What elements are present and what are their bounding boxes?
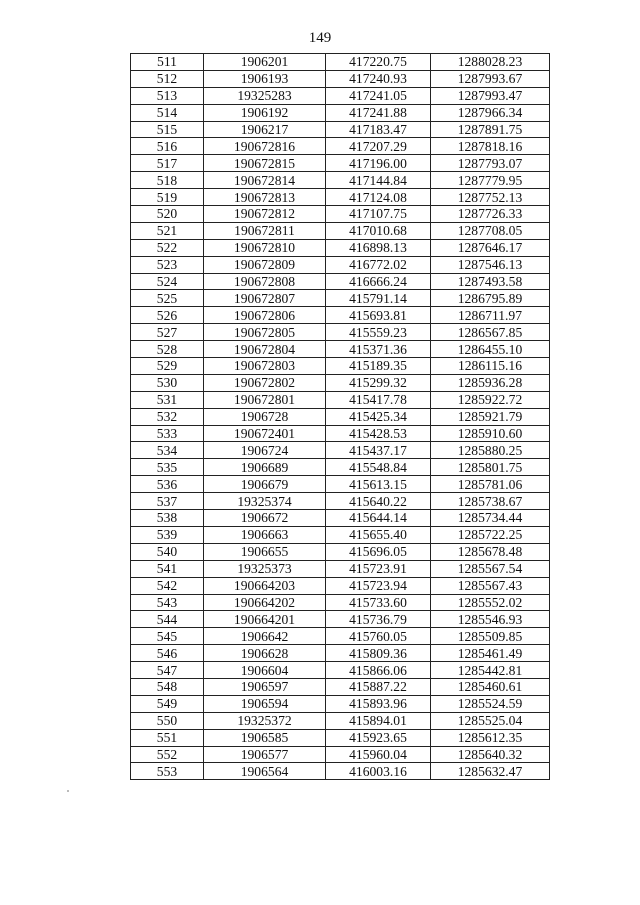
- x-coordinate-cell: 415559.23: [326, 324, 431, 341]
- table-row: [131, 87, 550, 104]
- table-row: [131, 476, 550, 493]
- point-id-cell: 190672809: [204, 256, 326, 273]
- y-coordinate-cell: 1287752.13: [431, 189, 550, 206]
- y-coordinate-cell: 1285738.67: [431, 493, 550, 510]
- x-coordinate-cell: 417010.68: [326, 222, 431, 239]
- point-id-cell: 190664203: [204, 577, 326, 594]
- y-coordinate-cell: 1285567.54: [431, 560, 550, 577]
- row-number-cell: 512: [131, 70, 204, 87]
- table-row: [131, 645, 550, 662]
- point-id-cell: 190672801: [204, 391, 326, 408]
- x-coordinate-cell: 416898.13: [326, 239, 431, 256]
- table-row: [131, 695, 550, 712]
- table-row: [131, 560, 550, 577]
- x-coordinate-cell: 415866.06: [326, 662, 431, 679]
- point-id-cell: 190672806: [204, 307, 326, 324]
- y-coordinate-cell: 1285801.75: [431, 459, 550, 476]
- row-number-cell: 532: [131, 408, 204, 425]
- table-row: [131, 628, 550, 645]
- x-coordinate-cell: 415655.40: [326, 526, 431, 543]
- row-number-cell: 544: [131, 611, 204, 628]
- table-row: [131, 324, 550, 341]
- x-coordinate-cell: 415644.14: [326, 510, 431, 527]
- x-coordinate-cell: 415733.60: [326, 594, 431, 611]
- table-row: [131, 611, 550, 628]
- row-number-cell: 516: [131, 138, 204, 155]
- point-id-cell: 190672814: [204, 172, 326, 189]
- row-number-cell: 538: [131, 510, 204, 527]
- row-number-cell: 529: [131, 358, 204, 375]
- row-number-cell: 537: [131, 493, 204, 510]
- point-id-cell: 1906689: [204, 459, 326, 476]
- point-id-cell: 1906201: [204, 54, 326, 71]
- y-coordinate-cell: 1286115.16: [431, 358, 550, 375]
- row-number-cell: 521: [131, 222, 204, 239]
- x-coordinate-cell: 417240.93: [326, 70, 431, 87]
- row-number-cell: 535: [131, 459, 204, 476]
- y-coordinate-cell: 1285722.25: [431, 526, 550, 543]
- point-id-cell: 190672808: [204, 273, 326, 290]
- row-number-cell: 513: [131, 87, 204, 104]
- row-number-cell: 541: [131, 560, 204, 577]
- margin-mark: [67, 790, 69, 792]
- x-coordinate-cell: 415809.36: [326, 645, 431, 662]
- row-number-cell: 552: [131, 746, 204, 763]
- y-coordinate-cell: 1287646.17: [431, 239, 550, 256]
- table-row: [131, 408, 550, 425]
- y-coordinate-cell: 1287779.95: [431, 172, 550, 189]
- y-coordinate-cell: 1287546.13: [431, 256, 550, 273]
- table-row: [131, 678, 550, 695]
- table-row: [131, 155, 550, 172]
- point-id-cell: 19325372: [204, 712, 326, 729]
- point-id-cell: 190672804: [204, 341, 326, 358]
- x-coordinate-cell: 415736.79: [326, 611, 431, 628]
- row-number-cell: 536: [131, 476, 204, 493]
- row-number-cell: 530: [131, 374, 204, 391]
- row-number-cell: 543: [131, 594, 204, 611]
- x-coordinate-cell: 416666.24: [326, 273, 431, 290]
- table-row: [131, 425, 550, 442]
- row-number-cell: 533: [131, 425, 204, 442]
- point-id-cell: 1906597: [204, 678, 326, 695]
- x-coordinate-cell: 415760.05: [326, 628, 431, 645]
- y-coordinate-cell: 1287793.07: [431, 155, 550, 172]
- table-row: [131, 341, 550, 358]
- point-id-cell: 190672815: [204, 155, 326, 172]
- coordinates-table: [130, 53, 550, 780]
- y-coordinate-cell: 1285612.35: [431, 729, 550, 746]
- y-coordinate-cell: 1285922.72: [431, 391, 550, 408]
- point-id-cell: 1906577: [204, 746, 326, 763]
- x-coordinate-cell: 415723.91: [326, 560, 431, 577]
- point-id-cell: 1906642: [204, 628, 326, 645]
- table-row: [131, 459, 550, 476]
- point-id-cell: 1906663: [204, 526, 326, 543]
- page-number: 149: [308, 30, 332, 46]
- y-coordinate-cell: 1286455.10: [431, 341, 550, 358]
- y-coordinate-cell: 1285880.25: [431, 442, 550, 459]
- row-number-cell: 528: [131, 341, 204, 358]
- x-coordinate-cell: 415613.15: [326, 476, 431, 493]
- table-row: [131, 493, 550, 510]
- row-number-cell: 545: [131, 628, 204, 645]
- y-coordinate-cell: 1287493.58: [431, 273, 550, 290]
- point-id-cell: 190672803: [204, 358, 326, 375]
- point-id-cell: 1906217: [204, 121, 326, 138]
- point-id-cell: 1906724: [204, 442, 326, 459]
- table-row: [131, 442, 550, 459]
- point-id-cell: 190672810: [204, 239, 326, 256]
- y-coordinate-cell: 1285461.49: [431, 645, 550, 662]
- x-coordinate-cell: 415299.32: [326, 374, 431, 391]
- row-number-cell: 551: [131, 729, 204, 746]
- x-coordinate-cell: 415417.78: [326, 391, 431, 408]
- y-coordinate-cell: 1287708.05: [431, 222, 550, 239]
- row-number-cell: 511: [131, 54, 204, 71]
- table-row: [131, 138, 550, 155]
- x-coordinate-cell: 417196.00: [326, 155, 431, 172]
- table-row: [131, 358, 550, 375]
- row-number-cell: 524: [131, 273, 204, 290]
- y-coordinate-cell: 1285567.43: [431, 577, 550, 594]
- x-coordinate-cell: 415693.81: [326, 307, 431, 324]
- y-coordinate-cell: 1285509.85: [431, 628, 550, 645]
- x-coordinate-cell: 417144.84: [326, 172, 431, 189]
- point-id-cell: 19325283: [204, 87, 326, 104]
- y-coordinate-cell: 1285781.06: [431, 476, 550, 493]
- table-row: [131, 391, 550, 408]
- y-coordinate-cell: 1285460.61: [431, 678, 550, 695]
- row-number-cell: 515: [131, 121, 204, 138]
- row-number-cell: 546: [131, 645, 204, 662]
- point-id-cell: 19325373: [204, 560, 326, 577]
- x-coordinate-cell: 417220.75: [326, 54, 431, 71]
- table-row: [131, 206, 550, 223]
- x-coordinate-cell: 416003.16: [326, 763, 431, 780]
- x-coordinate-cell: 415640.22: [326, 493, 431, 510]
- row-number-cell: 547: [131, 662, 204, 679]
- y-coordinate-cell: 1285632.47: [431, 763, 550, 780]
- x-coordinate-cell: 415723.94: [326, 577, 431, 594]
- point-id-cell: 1906604: [204, 662, 326, 679]
- y-coordinate-cell: 1288028.23: [431, 54, 550, 71]
- x-coordinate-cell: 415960.04: [326, 746, 431, 763]
- x-coordinate-cell: 417241.05: [326, 87, 431, 104]
- y-coordinate-cell: 1285910.60: [431, 425, 550, 442]
- point-id-cell: 190672401: [204, 425, 326, 442]
- x-coordinate-cell: 417207.29: [326, 138, 431, 155]
- table-row: [131, 290, 550, 307]
- y-coordinate-cell: 1287993.47: [431, 87, 550, 104]
- point-id-cell: 1906672: [204, 510, 326, 527]
- table-row: [131, 510, 550, 527]
- table-body: [131, 54, 550, 780]
- table-row: [131, 104, 550, 121]
- table-row: [131, 172, 550, 189]
- table-row: [131, 577, 550, 594]
- row-number-cell: 542: [131, 577, 204, 594]
- table-row: [131, 239, 550, 256]
- point-id-cell: 1906655: [204, 543, 326, 560]
- table-row: [131, 543, 550, 560]
- row-number-cell: 553: [131, 763, 204, 780]
- y-coordinate-cell: 1287891.75: [431, 121, 550, 138]
- point-id-cell: 190672813: [204, 189, 326, 206]
- row-number-cell: 539: [131, 526, 204, 543]
- y-coordinate-cell: 1285678.48: [431, 543, 550, 560]
- y-coordinate-cell: 1287993.67: [431, 70, 550, 87]
- point-id-cell: 190672805: [204, 324, 326, 341]
- row-number-cell: 525: [131, 290, 204, 307]
- table-row: [131, 746, 550, 763]
- row-number-cell: 549: [131, 695, 204, 712]
- row-number-cell: 523: [131, 256, 204, 273]
- row-number-cell: 520: [131, 206, 204, 223]
- table-row: [131, 54, 550, 71]
- point-id-cell: 19325374: [204, 493, 326, 510]
- point-id-cell: 1906628: [204, 645, 326, 662]
- point-id-cell: 190672812: [204, 206, 326, 223]
- point-id-cell: 1906728: [204, 408, 326, 425]
- x-coordinate-cell: 415548.84: [326, 459, 431, 476]
- y-coordinate-cell: 1285936.28: [431, 374, 550, 391]
- x-coordinate-cell: 415428.53: [326, 425, 431, 442]
- y-coordinate-cell: 1286711.97: [431, 307, 550, 324]
- table-row: [131, 712, 550, 729]
- table-row: [131, 307, 550, 324]
- row-number-cell: 517: [131, 155, 204, 172]
- x-coordinate-cell: 417124.08: [326, 189, 431, 206]
- row-number-cell: 518: [131, 172, 204, 189]
- row-number-cell: 540: [131, 543, 204, 560]
- table-row: [131, 374, 550, 391]
- row-number-cell: 514: [131, 104, 204, 121]
- row-number-cell: 519: [131, 189, 204, 206]
- x-coordinate-cell: 415893.96: [326, 695, 431, 712]
- table-row: [131, 662, 550, 679]
- point-id-cell: 1906193: [204, 70, 326, 87]
- table-row: [131, 222, 550, 239]
- row-number-cell: 534: [131, 442, 204, 459]
- row-number-cell: 548: [131, 678, 204, 695]
- y-coordinate-cell: 1285640.32: [431, 746, 550, 763]
- x-coordinate-cell: 415371.36: [326, 341, 431, 358]
- x-coordinate-cell: 415189.35: [326, 358, 431, 375]
- x-coordinate-cell: 415923.65: [326, 729, 431, 746]
- table-row: [131, 729, 550, 746]
- table-row: [131, 594, 550, 611]
- y-coordinate-cell: 1285734.44: [431, 510, 550, 527]
- point-id-cell: 1906594: [204, 695, 326, 712]
- y-coordinate-cell: 1285525.04: [431, 712, 550, 729]
- y-coordinate-cell: 1285442.81: [431, 662, 550, 679]
- y-coordinate-cell: 1287818.16: [431, 138, 550, 155]
- y-coordinate-cell: 1286795.89: [431, 290, 550, 307]
- x-coordinate-cell: 416772.02: [326, 256, 431, 273]
- point-id-cell: 1906679: [204, 476, 326, 493]
- y-coordinate-cell: 1285552.02: [431, 594, 550, 611]
- row-number-cell: 527: [131, 324, 204, 341]
- point-id-cell: 190672811: [204, 222, 326, 239]
- table-row: [131, 273, 550, 290]
- row-number-cell: 526: [131, 307, 204, 324]
- y-coordinate-cell: 1285524.59: [431, 695, 550, 712]
- y-coordinate-cell: 1287966.34: [431, 104, 550, 121]
- point-id-cell: 190664202: [204, 594, 326, 611]
- x-coordinate-cell: 415791.14: [326, 290, 431, 307]
- row-number-cell: 522: [131, 239, 204, 256]
- table-row: [131, 70, 550, 87]
- y-coordinate-cell: 1287726.33: [431, 206, 550, 223]
- table-row: [131, 121, 550, 138]
- row-number-cell: 550: [131, 712, 204, 729]
- x-coordinate-cell: 417241.88: [326, 104, 431, 121]
- x-coordinate-cell: 415696.05: [326, 543, 431, 560]
- y-coordinate-cell: 1286567.85: [431, 324, 550, 341]
- table-row: [131, 256, 550, 273]
- point-id-cell: 190664201: [204, 611, 326, 628]
- y-coordinate-cell: 1285921.79: [431, 408, 550, 425]
- point-id-cell: 1906564: [204, 763, 326, 780]
- x-coordinate-cell: 415887.22: [326, 678, 431, 695]
- point-id-cell: 190672807: [204, 290, 326, 307]
- x-coordinate-cell: 417183.47: [326, 121, 431, 138]
- y-coordinate-cell: 1285546.93: [431, 611, 550, 628]
- x-coordinate-cell: 415425.34: [326, 408, 431, 425]
- row-number-cell: 531: [131, 391, 204, 408]
- point-id-cell: 1906585: [204, 729, 326, 746]
- table-row: [131, 189, 550, 206]
- x-coordinate-cell: 417107.75: [326, 206, 431, 223]
- x-coordinate-cell: 415894.01: [326, 712, 431, 729]
- point-id-cell: 1906192: [204, 104, 326, 121]
- point-id-cell: 190672816: [204, 138, 326, 155]
- point-id-cell: 190672802: [204, 374, 326, 391]
- table-row: [131, 763, 550, 780]
- x-coordinate-cell: 415437.17: [326, 442, 431, 459]
- table-row: [131, 526, 550, 543]
